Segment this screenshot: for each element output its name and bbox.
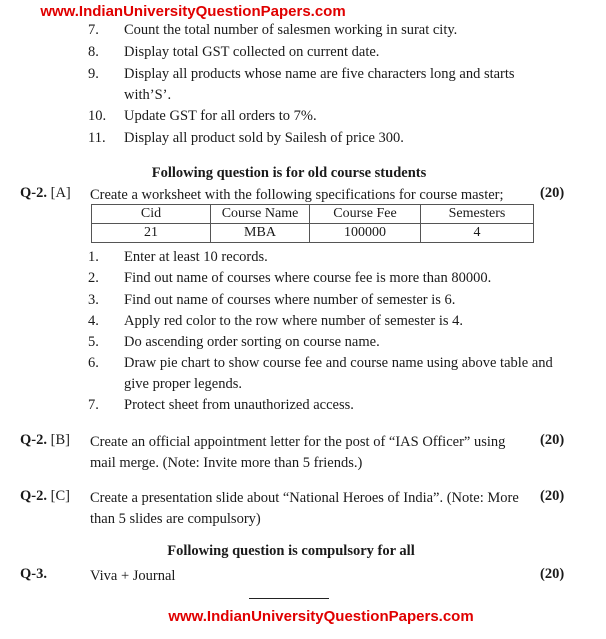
item-text: Display all product sold by Sailesh of price 300. bbox=[124, 130, 404, 146]
item-number: 5. bbox=[88, 334, 99, 350]
item-number: 7. bbox=[88, 397, 99, 413]
item-number: 11. bbox=[88, 130, 106, 146]
question-number: Q-2. bbox=[20, 432, 47, 448]
item-text: Draw pie chart to show course fee and course name using above table and give proper legends. bbox=[124, 355, 553, 392]
item-number: 8. bbox=[88, 44, 99, 60]
item-number: 7. bbox=[88, 22, 99, 38]
table-header-cell: Semesters bbox=[421, 205, 534, 224]
watermark-bottom: www.IndianUniversityQuestionPapers.com bbox=[168, 608, 474, 625]
question-marks: (20) bbox=[540, 185, 565, 201]
question-sub: [A] bbox=[50, 185, 71, 201]
item-text: Display all products whose name are five characters long and starts with’S’. bbox=[124, 66, 515, 103]
item-text: Count the total number of salesmen working in surat city. bbox=[124, 22, 458, 38]
item-text: Do ascending order sorting on course name. bbox=[124, 334, 380, 350]
question-label bbox=[20, 488, 70, 505]
question-text: Create an official appointment letter for the post of “IAS Officer” using mail merge. (Note: Invite more than 5 friends.) bbox=[90, 434, 506, 471]
table-header-row bbox=[92, 205, 534, 224]
question-number: Q-3. bbox=[20, 566, 47, 582]
item-number: 3. bbox=[88, 292, 99, 308]
item-text: Find out name of courses where course fee is more than 80000. bbox=[124, 270, 492, 286]
question-label bbox=[20, 432, 70, 449]
item-number: 10. bbox=[88, 108, 107, 124]
table-header-cell: Course Name bbox=[211, 205, 310, 224]
table-header-cell: Course Fee bbox=[310, 205, 421, 224]
table-cell: 100000 bbox=[310, 224, 421, 243]
item-text: Display total GST collected on current date. bbox=[124, 44, 380, 60]
item-text: Apply red color to the row where number of semester is 4. bbox=[124, 313, 464, 329]
question-text: Viva + Journal bbox=[90, 568, 176, 584]
question-sub: [C] bbox=[50, 488, 70, 504]
question-marks: (20) bbox=[540, 566, 565, 582]
question-marks: (20) bbox=[540, 432, 565, 448]
item-number: 1. bbox=[88, 249, 99, 265]
question-text: Create a worksheet with the following specifications for course master; bbox=[90, 187, 504, 203]
question-label bbox=[20, 185, 71, 202]
divider bbox=[249, 598, 329, 599]
section-heading-compulsory: Following question is compulsory for all bbox=[167, 543, 415, 559]
table-cell: 4 bbox=[421, 224, 534, 243]
question-number: Q-2. bbox=[20, 185, 47, 201]
item-text: Find out name of courses where number of semester is 6. bbox=[124, 292, 456, 308]
item-number: 6. bbox=[88, 355, 99, 371]
item-text: Update GST for all orders to 7%. bbox=[124, 108, 317, 124]
question-marks: (20) bbox=[540, 488, 565, 504]
table-row bbox=[92, 224, 534, 243]
watermark-top: www.IndianUniversityQuestionPapers.com bbox=[40, 3, 346, 20]
course-table bbox=[91, 204, 534, 243]
item-number: 4. bbox=[88, 313, 99, 329]
table-cell: 21 bbox=[92, 224, 211, 243]
item-text: Enter at least 10 records. bbox=[124, 249, 268, 265]
item-number: 9. bbox=[88, 66, 99, 82]
question-sub: [B] bbox=[50, 432, 70, 448]
item-text: Protect sheet from unauthorized access. bbox=[124, 397, 354, 413]
table-cell: MBA bbox=[211, 224, 310, 243]
question-number: Q-2. bbox=[20, 488, 47, 504]
question-text: Create a presentation slide about “National Heroes of India”. (Note: More than 5 slides are compulsory) bbox=[90, 490, 519, 527]
item-number: 2. bbox=[88, 270, 99, 286]
section-heading-old-course: Following question is for old course students bbox=[151, 165, 427, 181]
table-header-cell: Cid bbox=[92, 205, 211, 224]
